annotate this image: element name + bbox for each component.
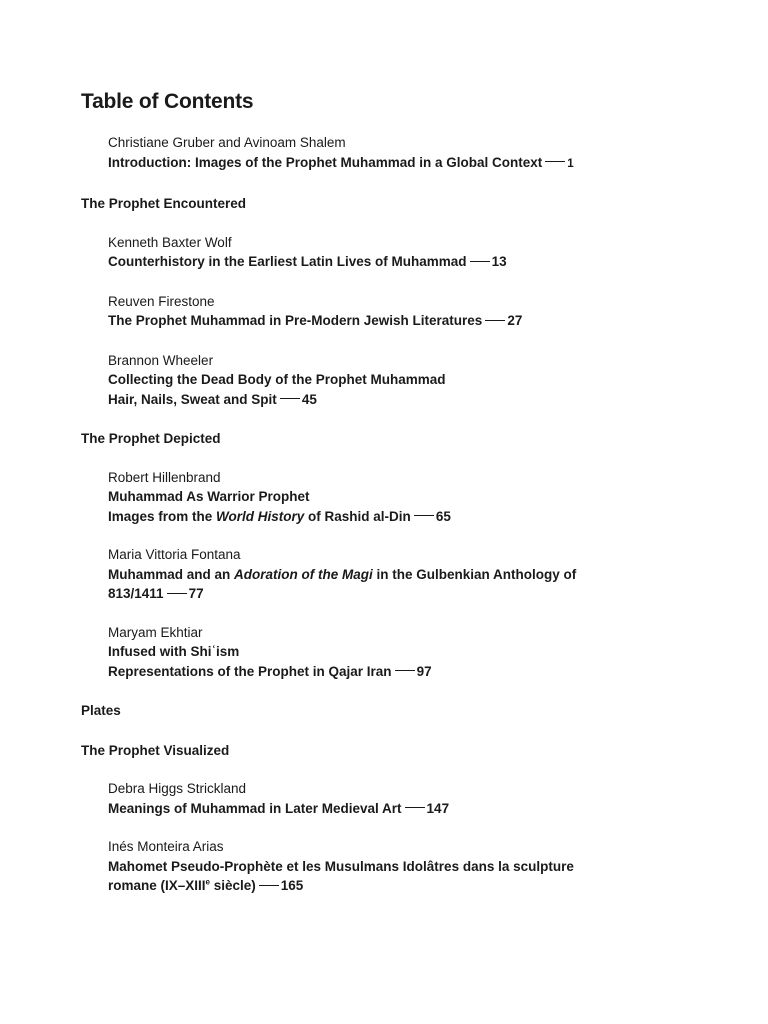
entry-page-number: 97: [416, 663, 432, 679]
entry-author: Maryam Ekhtiar: [108, 624, 203, 640]
entry-author: Robert Hillenbrand: [108, 469, 221, 485]
entry-author: Christiane Gruber and Avinoam Shalem: [108, 135, 346, 150]
entry-subtitle[interactable]: [108, 507, 701, 527]
toc-entry-wheeler: [108, 351, 701, 410]
leader-dash: [395, 670, 415, 671]
section-heading-plates[interactable]: Plates: [81, 703, 121, 718]
leader-dash: [485, 320, 505, 321]
entry-title-text-end: siècle): [210, 878, 256, 893]
entry-title[interactable]: Mahomet Pseudo-Prophète et les Musulmans Idolâtres dans la sculpture: [108, 858, 574, 874]
page-title: Table of Contents: [81, 90, 254, 113]
section-heading-depicted: The Prophet Depicted: [81, 431, 221, 446]
entry-title-text-end: in the Gulbenkian Anthology of: [372, 566, 577, 582]
toc-entry-firestone: [108, 292, 701, 331]
entry-subtitle[interactable]: [108, 390, 701, 410]
entry-author: Kenneth Baxter Wolf: [108, 234, 232, 250]
entry-subtitle-text: Images from the: [108, 508, 217, 524]
entry-title-text: Counterhistory in the Earliest Latin Lives of Muhammad: [108, 254, 467, 269]
entry-page-number: 165: [280, 878, 304, 893]
entry-title[interactable]: Muhammad As Warrior Prophet: [108, 489, 310, 504]
entry-author: Reuven Firestone: [108, 293, 215, 309]
entry-author: Maria Vittoria Fontana: [108, 547, 241, 562]
section-heading-encountered: The Prophet Encountered: [81, 196, 247, 211]
entry-title-text: 813/1411: [108, 586, 164, 601]
entry-author: Brannon Wheeler: [108, 352, 214, 368]
entry-title[interactable]: [108, 252, 701, 272]
entry-title-italic: Adoration of the Magi: [234, 566, 373, 582]
toc-entry-intro: [108, 133, 701, 174]
entry-title-text: Introduction: Images of the Prophet Muhammad in a Global Context: [108, 154, 543, 170]
entry-page-number: 1: [567, 157, 574, 170]
toc-entry-fontana: [108, 545, 701, 604]
leader-dash: [414, 515, 434, 516]
entry-page-number: 77: [188, 586, 204, 601]
entry-subtitle-text-end: of Rashid al-Din: [304, 508, 411, 524]
entry-title[interactable]: [108, 153, 701, 175]
entry-title-continued[interactable]: [108, 584, 701, 604]
entry-author: Debra Higgs Strickland: [108, 781, 247, 796]
entry-title-text: The Prophet Muhammad in Pre-Modern Jewish Literatures: [108, 313, 483, 328]
leader-dash: [280, 398, 300, 399]
entry-title-text: Muhammad and an: [108, 566, 235, 582]
section-heading-visualized: The Prophet Visualized: [81, 742, 230, 758]
entry-subtitle-text: Hair, Nails, Sweat and Spit: [108, 391, 277, 407]
entry-title-text: romane (IX–XIII: [108, 878, 206, 893]
toc-entry-hillenbrand: [108, 468, 701, 527]
entry-page-number: 27: [507, 313, 523, 328]
entry-title-text: Meanings of Muhammad in Later Medieval Art: [108, 800, 402, 816]
entry-title[interactable]: Infused with Shiʿism: [108, 644, 240, 659]
entry-subtitle-text: Representations of the Prophet in Qajar Iran: [108, 663, 392, 679]
entry-page-number: 45: [301, 391, 317, 407]
toc-entry-strickland: [108, 779, 701, 818]
entry-subtitle-italic: World History: [216, 508, 305, 524]
entry-title[interactable]: Collecting the Dead Body of the Prophet Muhammad: [108, 372, 446, 387]
leader-dash: [545, 161, 565, 162]
entry-page-number: 13: [491, 254, 507, 269]
toc-entry-wolf: [108, 233, 701, 272]
leader-dash: [470, 261, 490, 262]
superscript-e: e: [205, 877, 210, 887]
leader-dash: [167, 593, 187, 594]
leader-dash: [405, 807, 425, 808]
entry-subtitle[interactable]: [108, 662, 701, 682]
table-of-contents: [81, 88, 701, 896]
entry-title[interactable]: [108, 799, 701, 819]
toc-entry-ekhtiar: [108, 623, 701, 682]
entry-title[interactable]: [108, 311, 701, 331]
toc-entry-arias: [108, 837, 701, 896]
entry-page-number: 65: [435, 508, 451, 524]
entry-page-number: 147: [426, 800, 450, 816]
leader-dash: [259, 885, 279, 886]
entry-author: Inés Monteira Arias: [108, 839, 224, 854]
entry-title[interactable]: [108, 565, 701, 585]
entry-title-continued[interactable]: [108, 876, 701, 896]
